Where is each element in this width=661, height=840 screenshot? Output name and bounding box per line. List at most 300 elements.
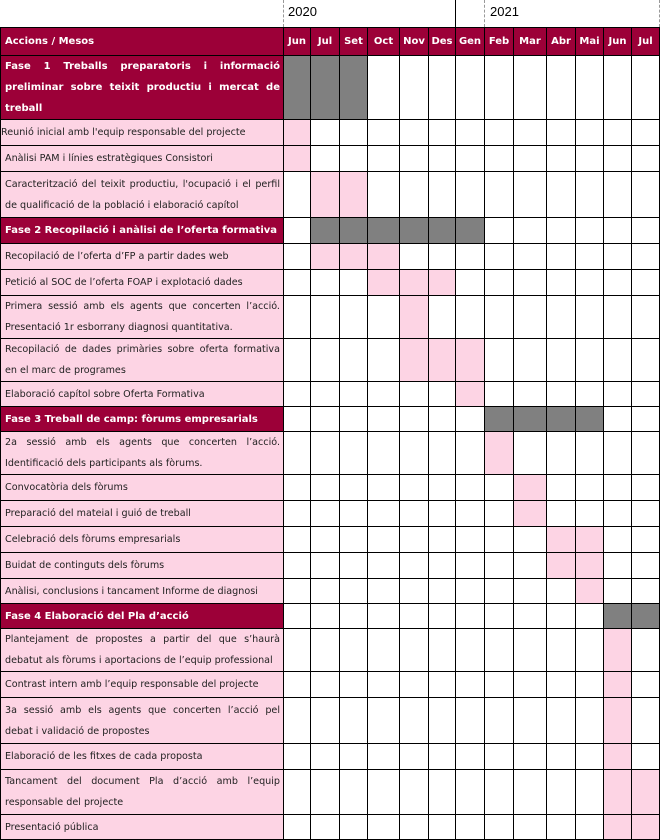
empty-cell [284,270,311,296]
empty-cell [429,172,456,218]
task-label: 2a sessió amb els agents que concerten l’acció. Identificació dels participants als fòrums. [1,432,284,475]
empty-cell [632,270,660,296]
empty-cell [604,553,632,579]
phase-bar-cell [311,56,340,120]
empty-cell [311,146,340,172]
task-row [1,579,660,604]
empty-cell [547,172,576,218]
empty-cell [547,244,576,270]
empty-cell [456,815,485,840]
empty-cell [284,475,311,501]
empty-cell [340,339,368,382]
empty-cell [429,629,456,672]
empty-cell [368,579,400,604]
phase-row [1,407,660,432]
empty-cell [604,407,632,432]
empty-cell [576,501,604,527]
task-bar-cell [632,815,660,840]
empty-cell [429,407,456,432]
empty-cell [604,432,632,475]
empty-cell [514,527,547,553]
task-label: Preparació del mateial i guió de treball [1,501,284,527]
empty-cell [547,672,576,698]
task-label: Anàlisi PAM i línies estratègiques Consistori [1,146,284,172]
task-bar-cell [429,270,456,296]
empty-cell [456,120,485,146]
phase-row [1,56,660,120]
empty-cell [632,698,660,744]
task-row [1,501,660,527]
empty-cell [632,672,660,698]
task-bar-cell [340,244,368,270]
task-row [1,698,660,744]
empty-cell [456,296,485,339]
empty-cell [576,815,604,840]
empty-cell [604,501,632,527]
empty-cell [456,172,485,218]
empty-cell [456,698,485,744]
empty-cell [485,120,514,146]
empty-cell [576,339,604,382]
task-row [1,527,660,553]
phase-bar-cell [368,218,400,244]
empty-cell [576,120,604,146]
empty-cell [429,296,456,339]
empty-cell [400,432,429,475]
year-divider [659,0,660,27]
empty-cell [547,579,576,604]
task-row [1,475,660,501]
empty-cell [456,475,485,501]
empty-cell [485,270,514,296]
empty-cell [456,270,485,296]
empty-cell [429,815,456,840]
empty-cell [429,501,456,527]
empty-cell [485,475,514,501]
gantt-body [1,56,660,840]
empty-cell [311,553,340,579]
empty-cell [456,579,485,604]
task-bar-cell [604,744,632,770]
phase-bar-cell [429,218,456,244]
empty-cell [632,407,660,432]
task-label: Elaboració capítol sobre Oferta Formativa [1,382,284,407]
task-label: Petició al SOC de l’oferta FOAP i explotació dades [1,270,284,296]
empty-cell [485,382,514,407]
empty-cell [547,296,576,339]
month-header: Abr [547,28,576,56]
empty-cell [284,501,311,527]
empty-cell [576,698,604,744]
task-row [1,339,660,382]
task-row [1,744,660,770]
month-header: Gen [456,28,485,56]
empty-cell [284,698,311,744]
empty-cell [485,296,514,339]
empty-cell [368,744,400,770]
empty-cell [514,270,547,296]
phase-row [1,604,660,629]
empty-cell [604,172,632,218]
empty-cell [311,579,340,604]
empty-cell [485,527,514,553]
empty-cell [576,744,604,770]
task-bar-cell [456,382,485,407]
empty-cell [340,432,368,475]
empty-cell [429,579,456,604]
empty-cell [340,672,368,698]
empty-cell [604,579,632,604]
task-bar-cell [400,296,429,339]
task-row [1,672,660,698]
empty-cell [368,475,400,501]
year-2021: 2021 [490,4,519,19]
task-label: Recopilació de l’oferta d’FP a partir dades web [1,244,284,270]
header-row [1,28,660,56]
task-row [1,172,660,218]
phase-bar-cell [456,218,485,244]
header-label: Accions / Mesos [1,28,284,56]
task-label: Caracterització del teixit productiu, l'ocupació i el perfil de qualificació de la població i elaboració capítol [1,172,284,218]
empty-cell [340,382,368,407]
empty-cell [400,146,429,172]
empty-cell [340,501,368,527]
empty-cell [284,296,311,339]
empty-cell [311,475,340,501]
empty-cell [632,527,660,553]
task-bar-cell [284,146,311,172]
empty-cell [576,218,604,244]
month-header: Oct [368,28,400,56]
task-label: Convocatòria dels fòrums [1,475,284,501]
task-row [1,270,660,296]
task-bar-cell [576,579,604,604]
empty-cell [311,672,340,698]
empty-cell [456,56,485,120]
empty-cell [368,120,400,146]
empty-cell [311,407,340,432]
task-label: Presentació pública [1,815,284,840]
empty-cell [456,744,485,770]
empty-cell [604,339,632,382]
month-header: Mar [514,28,547,56]
task-row [1,815,660,840]
empty-cell [368,432,400,475]
empty-cell [576,172,604,218]
empty-cell [604,218,632,244]
task-bar-cell [456,339,485,382]
empty-cell [284,218,311,244]
empty-cell [368,172,400,218]
phase-bar-cell [400,218,429,244]
task-label: Buidat de continguts dels fòrums [1,553,284,579]
empty-cell [400,172,429,218]
empty-cell [284,672,311,698]
empty-cell [284,744,311,770]
empty-cell [340,475,368,501]
task-row [1,146,660,172]
empty-cell [400,244,429,270]
empty-cell [284,172,311,218]
empty-cell [576,296,604,339]
year-header [0,0,661,27]
empty-cell [576,432,604,475]
task-bar-cell [311,172,340,218]
month-header: Feb [485,28,514,56]
empty-cell [429,56,456,120]
empty-cell [547,475,576,501]
empty-cell [284,579,311,604]
empty-cell [456,604,485,629]
empty-cell [576,382,604,407]
empty-cell [632,382,660,407]
empty-cell [368,553,400,579]
empty-cell [576,629,604,672]
empty-cell [340,527,368,553]
empty-cell [429,553,456,579]
empty-cell [632,553,660,579]
empty-cell [604,120,632,146]
empty-cell [400,382,429,407]
phase-label: Fase 1 Treballs preparatoris i informació preliminar sobre teixit productiu i mercat de treball [1,56,284,120]
empty-cell [340,296,368,339]
task-bar-cell [604,672,632,698]
empty-cell [429,744,456,770]
task-label: Anàlisi, conclusions i tancament Informe de diagnosi [1,579,284,604]
empty-cell [400,744,429,770]
task-bar-cell [368,270,400,296]
task-bar-cell [400,270,429,296]
empty-cell [368,698,400,744]
empty-cell [547,382,576,407]
empty-cell [429,146,456,172]
month-header: Jun [604,28,632,56]
empty-cell [514,672,547,698]
empty-cell [311,270,340,296]
empty-cell [368,56,400,120]
empty-cell [429,120,456,146]
empty-cell [547,604,576,629]
empty-cell [311,432,340,475]
empty-cell [485,629,514,672]
empty-cell [429,672,456,698]
phase-bar-cell [340,56,368,120]
task-bar-cell [311,244,340,270]
task-bar-cell [485,432,514,475]
empty-cell [547,270,576,296]
task-bar-cell [604,698,632,744]
empty-cell [632,339,660,382]
phase-bar-cell [514,407,547,432]
task-row [1,296,660,339]
task-label: Tancament del document Pla d’acció amb l’equip responsable del projecte [1,770,284,815]
empty-cell [284,604,311,629]
empty-cell [604,475,632,501]
empty-cell [576,672,604,698]
empty-cell [456,672,485,698]
empty-cell [284,553,311,579]
month-header: Jul [632,28,660,56]
task-row [1,244,660,270]
empty-cell [311,698,340,744]
empty-cell [400,407,429,432]
empty-cell [340,744,368,770]
empty-cell [514,172,547,218]
empty-cell [514,120,547,146]
empty-cell [311,604,340,629]
empty-cell [514,244,547,270]
empty-cell [340,407,368,432]
phase-bar-cell [604,604,632,629]
empty-cell [485,553,514,579]
empty-cell [368,296,400,339]
task-bar-cell [340,172,368,218]
empty-cell [632,579,660,604]
empty-cell [429,432,456,475]
empty-cell [576,270,604,296]
task-bar-cell [368,244,400,270]
empty-cell [547,339,576,382]
empty-cell [340,270,368,296]
empty-cell [368,339,400,382]
empty-cell [632,432,660,475]
task-bar-cell [576,553,604,579]
empty-cell [368,146,400,172]
empty-cell [311,296,340,339]
empty-cell [485,339,514,382]
empty-cell [576,244,604,270]
empty-cell [429,244,456,270]
empty-cell [632,475,660,501]
empty-cell [632,218,660,244]
empty-cell [604,527,632,553]
phase-label: Fase 3 Treball de camp: fòrums empresarials [1,407,284,432]
empty-cell [514,56,547,120]
empty-cell [604,244,632,270]
empty-cell [340,146,368,172]
task-label: Contrast intern amb l’equip responsable del projecte [1,672,284,698]
empty-cell [311,629,340,672]
empty-cell [485,172,514,218]
empty-cell [632,629,660,672]
empty-cell [604,296,632,339]
empty-cell [340,629,368,672]
empty-cell [456,629,485,672]
empty-cell [368,672,400,698]
empty-cell [576,146,604,172]
task-row [1,382,660,407]
empty-cell [368,407,400,432]
empty-cell [485,672,514,698]
phase-bar-cell [284,56,311,120]
task-label: 3a sessió amb els agents que concerten l’acció pel debat i validació de propostes [1,698,284,744]
task-bar-cell [604,815,632,840]
empty-cell [400,553,429,579]
empty-cell [400,579,429,604]
phase-bar-cell [547,407,576,432]
empty-cell [604,270,632,296]
task-bar-cell [604,629,632,672]
gantt-table [0,27,660,840]
empty-cell [485,501,514,527]
empty-cell [311,815,340,840]
empty-cell [340,553,368,579]
empty-cell [547,432,576,475]
empty-cell [514,604,547,629]
phase-bar-cell [311,218,340,244]
empty-cell [340,698,368,744]
empty-cell [547,501,576,527]
year-2020: 2020 [288,4,317,19]
empty-cell [485,815,514,840]
empty-cell [400,698,429,744]
empty-cell [311,501,340,527]
empty-cell [456,553,485,579]
empty-cell [604,382,632,407]
empty-cell [429,475,456,501]
task-bar-cell [284,120,311,146]
phase-label: Fase 4 Elaboració del Pla d’acció [1,604,284,629]
empty-cell [368,382,400,407]
task-bar-cell [429,339,456,382]
empty-cell [284,407,311,432]
empty-cell [514,815,547,840]
empty-cell [368,815,400,840]
month-header: Mai [576,28,604,56]
task-label: Plantejament de propostes a partir del que s’haurà debatut als fòrums i aportacions de l’equip professional [1,629,284,672]
empty-cell [485,56,514,120]
empty-cell [429,527,456,553]
month-header: Jul [311,28,340,56]
phase-bar-cell [485,407,514,432]
empty-cell [547,218,576,244]
empty-cell [485,218,514,244]
empty-cell [400,475,429,501]
empty-cell [311,339,340,382]
month-header: Nov [400,28,429,56]
empty-cell [368,501,400,527]
empty-cell [514,432,547,475]
task-row [1,120,660,146]
task-bar-cell [547,527,576,553]
task-bar-cell [400,339,429,382]
empty-cell [456,146,485,172]
empty-cell [632,501,660,527]
empty-cell [429,698,456,744]
empty-cell [368,604,400,629]
empty-cell [514,146,547,172]
phase-bar-cell [576,407,604,432]
task-row [1,432,660,475]
empty-cell [311,527,340,553]
empty-cell [311,382,340,407]
task-row [1,629,660,672]
empty-cell [485,698,514,744]
empty-cell [400,527,429,553]
empty-cell [485,604,514,629]
empty-cell [485,146,514,172]
empty-cell [284,432,311,475]
empty-cell [547,744,576,770]
empty-cell [368,527,400,553]
empty-cell [632,244,660,270]
empty-cell [547,146,576,172]
empty-cell [284,815,311,840]
empty-cell [485,579,514,604]
phase-bar-cell [340,218,368,244]
empty-cell [400,815,429,840]
task-bar-cell [576,527,604,553]
